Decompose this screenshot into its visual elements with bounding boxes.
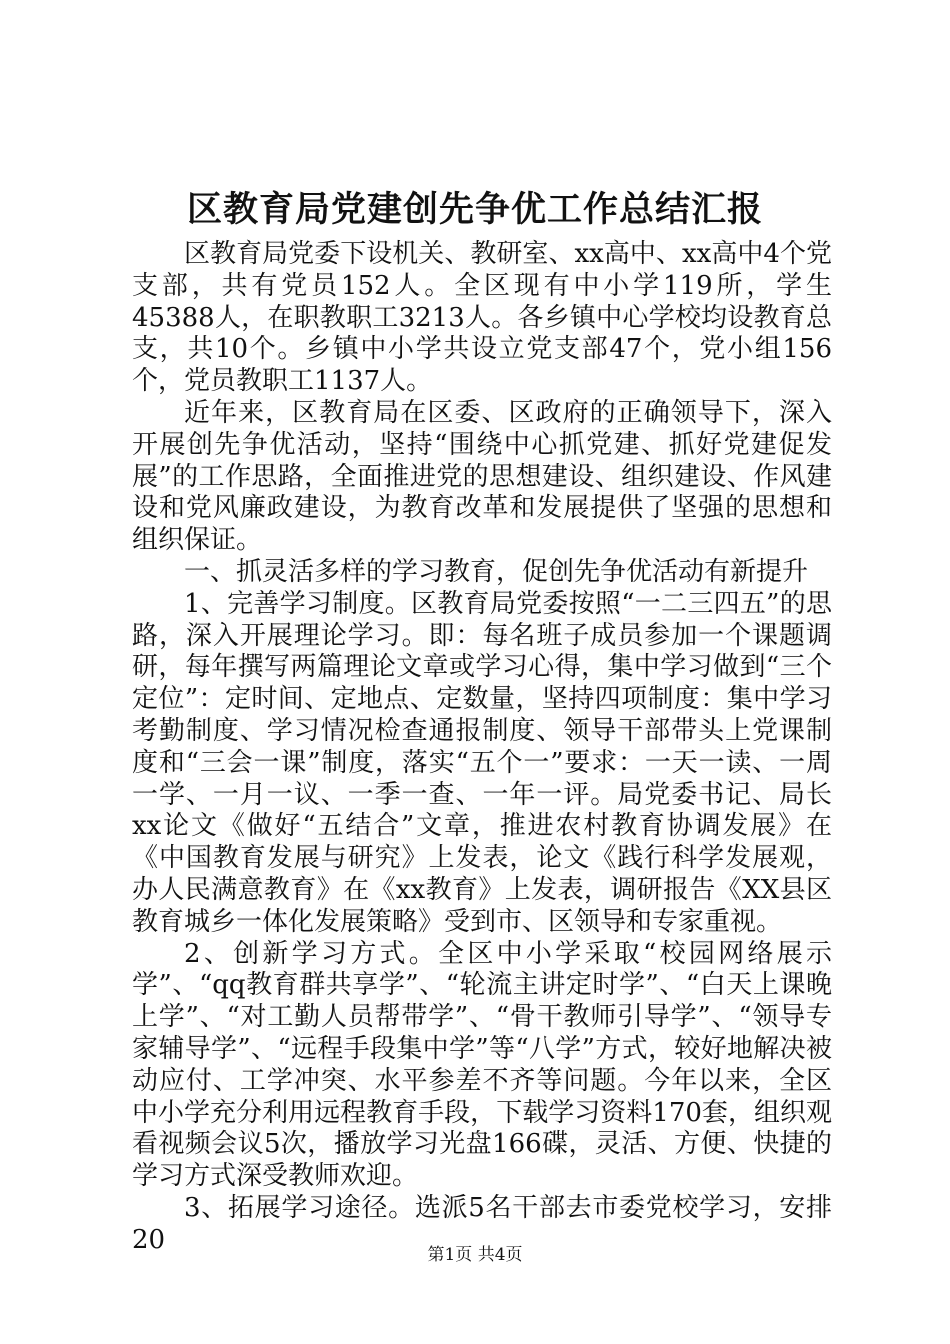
page-indicator: 第1页 共4页 — [427, 1245, 523, 1265]
paragraph-overview: 近年来，区教育局在区委、区政府的正确领导下，深入开展创先争优活动，坚持“围绕中心抓党建、抓好党建促发展”的工作思路，全面推进党的思想建设、组织建设、作风建设和党风廉政建设，为教育改革和发展提供了坚强的思想和组织保证。 — [132, 397, 832, 556]
page-footer — [0, 1244, 950, 1266]
paragraph-item-1: 1、完善学习制度。区教育局党委按照“一二三四五”的思路，深入开展理论学习。即：每名班子成员参加一个课题调研，每年撰写两篇理论文章或学习心得，集中学习做到“三个定位”：定时间、定地点、定数量，坚持四项制度：集中学习考勤制度、学习情况检查通报制度、领导干部带头上党课制度和“三会一课”制度，落实“五个一”要求：一天一读、一周一学、一月一议、一季一查、一年一评。局党委书记、局长xx论文《做好“五结合”文章，推进农村教育协调发展》在《中国教育发展与研究》上发表，论文《践行科学发展观，办人民满意教育》在《xx教育》上发表，调研报告《XX县区教育城乡一体化发展策略》受到市、区领导和专家重视。 — [132, 588, 832, 937]
document-body — [132, 239, 832, 1257]
section-heading-1: 一、抓灵活多样的学习教育，促创先争优活动有新提升 — [184, 556, 809, 587]
document-title: 区教育局党建创先争优工作总结汇报 — [186, 189, 763, 230]
paragraph-item-2: 2、创新学习方式。全区中小学采取“校园网络展示学”、“qq教育群共享学”、“轮流主讲定时学”、“白天上课晚上学”、“对工勤人员帮带学”、“骨干教师引导学”、“领导专家辅导学”、“远程手段集中学”等“八学”方式，较好地解决被动应付、工学冲突、水平参差不齐等问题。今年以来，全区中小学充分利用远程教育手段，下载学习资料170套，组织观看视频会议5次，播放学习光盘166碟，灵活、方便、快捷的学习方式深受教师欢迎。 — [132, 938, 832, 1192]
paragraph-intro: 区教育局党委下设机关、教研室、xx高中、xx高中4个党支部，共有党员152人。全区现有中小学119所，学生45388人，在职教职工3213人。各乡镇中心学校均设教育总支，共10个。乡镇中小学共设立党支部47个，党小组156个，党员教职工1137人。 — [132, 239, 832, 397]
paragraph-item-3: 3、拓展学习途径。选派5名干部去市委党校学习，安排20 — [132, 1192, 832, 1255]
